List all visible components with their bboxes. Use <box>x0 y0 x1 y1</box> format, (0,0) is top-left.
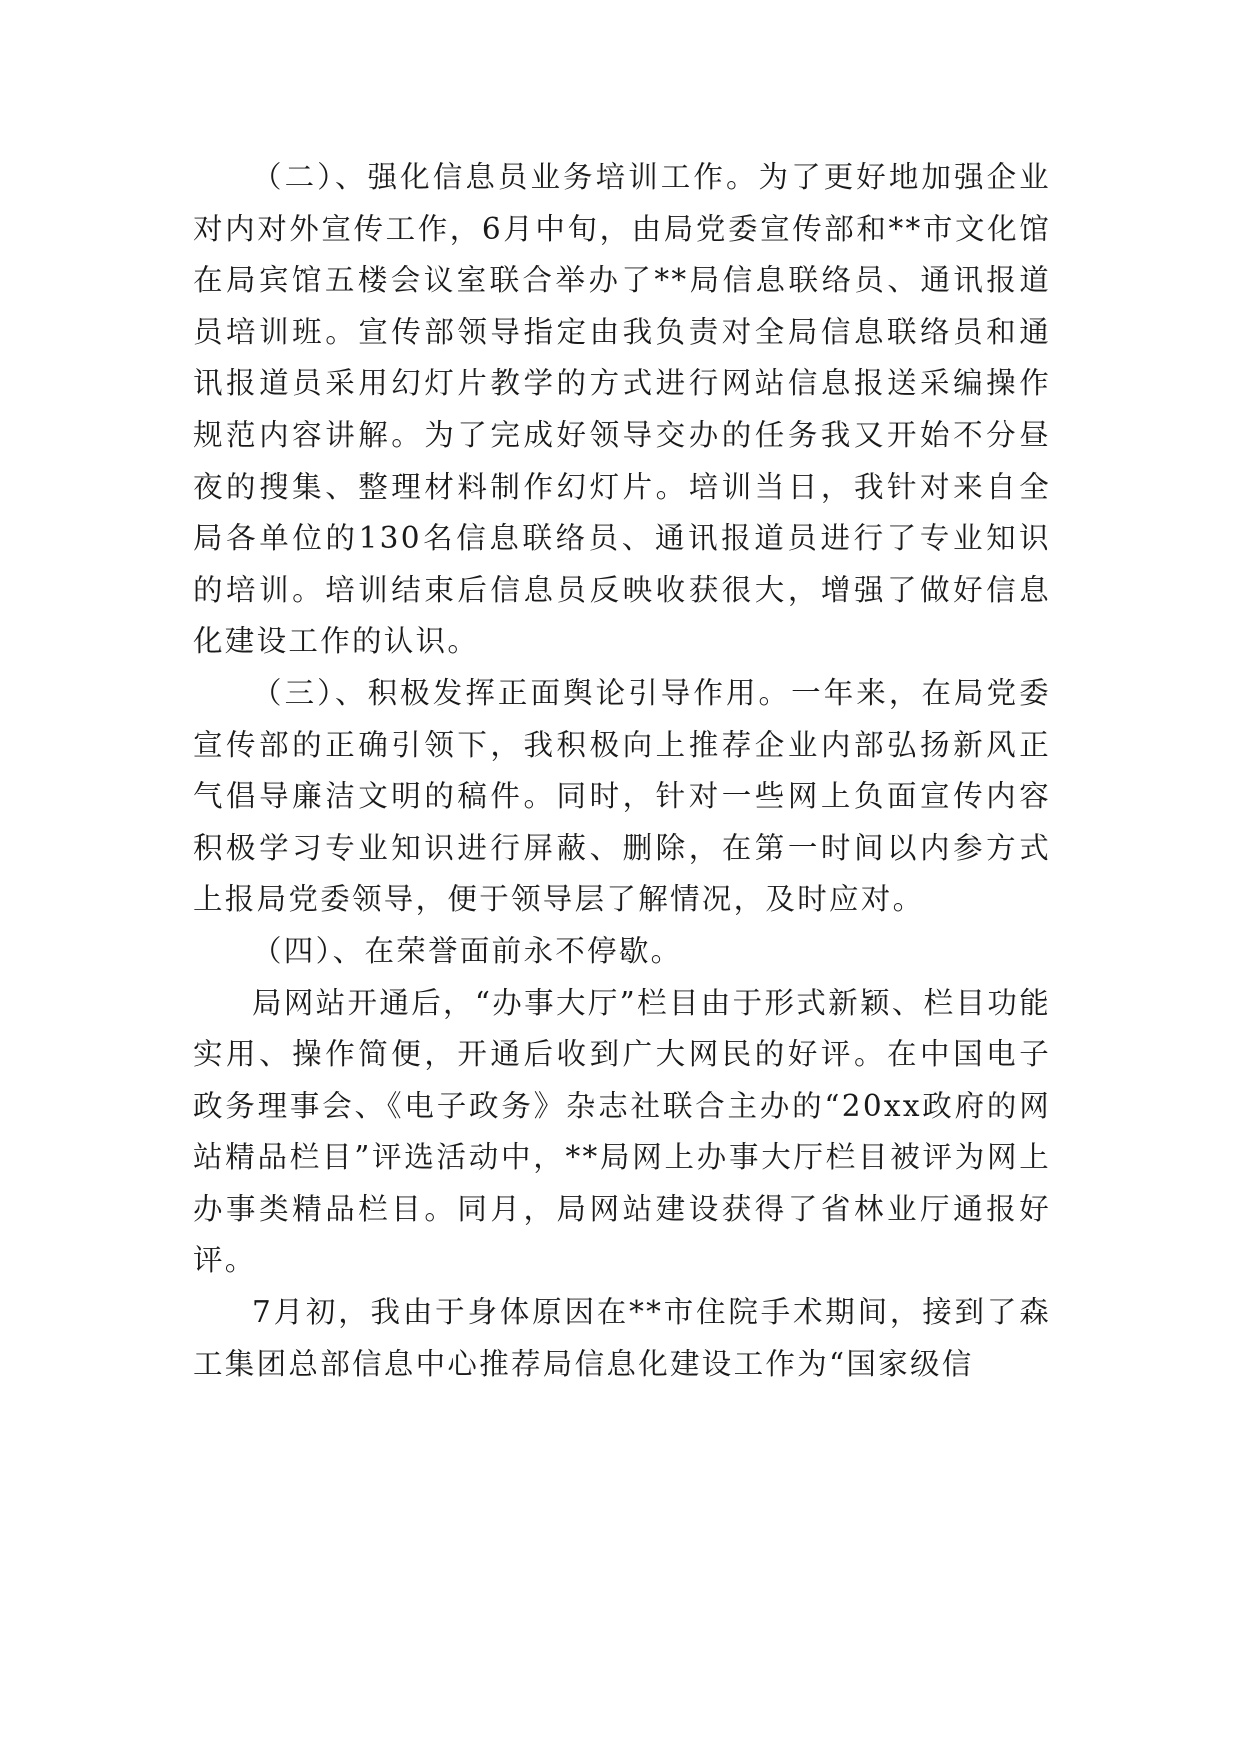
paragraph-website-award: 局网站开通后，“办事大厅”栏目由于形式新颖、栏目功能实用、操作简便，开通后收到广大网民的好评。在中国电子政务理事会、《电子政务》杂志社联合主办的“20xx政府的网站精品栏目”评选活动中，**局网上办事大厅栏目被评为网上办事类精品栏目。同月，局网站建设获得了省林业厅通报好评。 <box>193 985 1051 1278</box>
paragraph-training: （二）、强化信息员业务培训工作。为了更好地加强企业对内对外宣传工作，6月中旬，由局党委宣传部和**市文化馆在局宾馆五楼会议室联合举办了**局信息联络员、通讯报道员培训班。宣传部领导指定由我负责对全局信息联络员和通讯报道员采用幻灯片教学的方式进行网站信息报送采编操作规范内容讲解。为了完成好领导交办的任务我又开始不分昼夜的搜集、整理材料制作幻灯片。培训当日，我针对来自全局各单位的130名信息联络员、通讯报道员进行了专业知识的培训。培训结束后信息员反映收获很大，增强了做好信息化建设工作的认识。 <box>193 160 1051 659</box>
paragraph-july: 7月初，我由于身体原因在**市住院手术期间，接到了森工集团总部信息中心推荐局信息化建设工作为“国家级信 <box>193 1295 1051 1381</box>
paragraph-public-opinion: （三）、积极发挥正面舆论引导作用。一年来，在局党委宣传部的正确引领下，我积极向上推荐企业内部弘扬新风正气倡导廉洁文明的稿件。同时，针对一些网上负面宣传内容积极学习专业知识进行屏蔽、删除，在第一时间以内参方式上报局党委领导，便于领导层了解情况，及时应对。 <box>193 675 1051 917</box>
document-body <box>193 152 1051 1390</box>
paragraph-honor-heading: （四）、在荣誉面前永不停歇。 <box>252 933 683 968</box>
